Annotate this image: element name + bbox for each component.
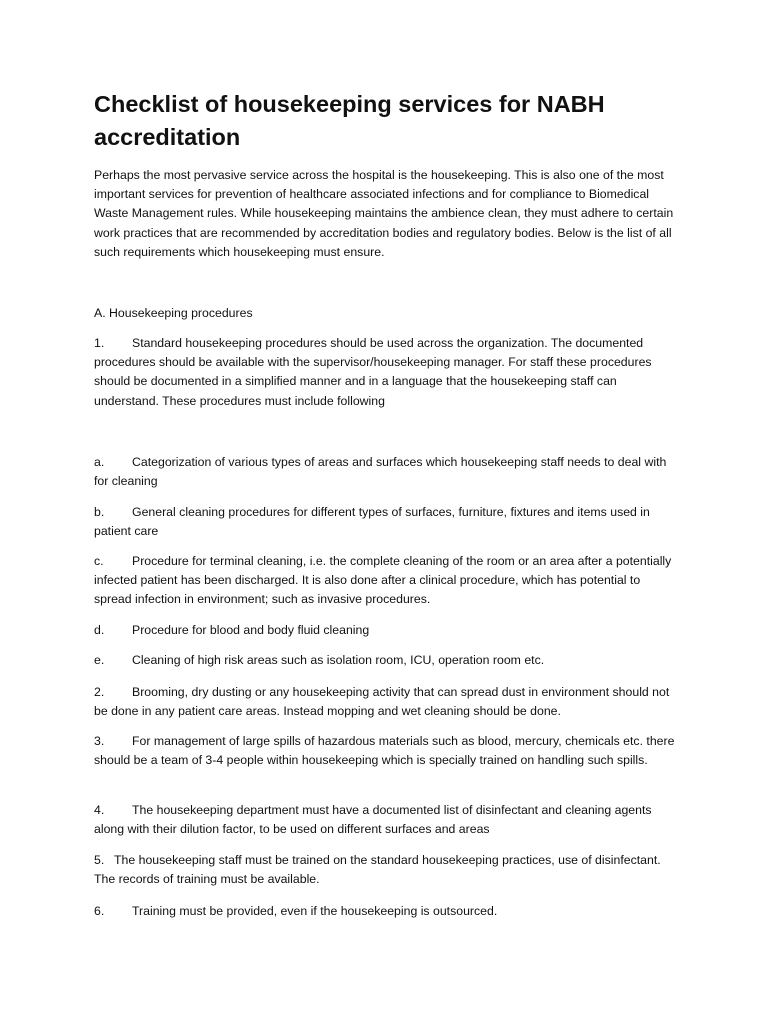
list-item-text: The housekeeping staff must be trained on the standard housekeeping practices, use of disinfectant. The records of training must be available. [94, 853, 661, 887]
list-marker: b. [94, 505, 105, 519]
list-item-text: Cleaning of high risk areas such as isolation room, ICU, operation room etc. [132, 653, 545, 667]
list-marker: 4. [94, 803, 105, 817]
list-item [94, 503, 679, 541]
list-marker: c. [94, 554, 104, 568]
list-item-text: General cleaning procedures for different types of surfaces, furniture, fixtures and items used in patient care [94, 505, 650, 539]
list-item [94, 801, 679, 839]
list-item [94, 552, 679, 610]
list-item [94, 732, 679, 770]
list-item-text: Procedure for blood and body fluid cleaning [132, 623, 370, 637]
list-item-text: Training must be provided, even if the housekeeping is outsourced. [132, 904, 498, 918]
list-item-text: Categorization of various types of areas and surfaces which housekeeping staff needs to deal with for cleaning [94, 455, 667, 489]
list-marker: 6. [94, 904, 105, 918]
list-marker: 5. [94, 853, 105, 867]
list-item [94, 334, 679, 411]
list-item-text: The housekeeping department must have a documented list of disinfectant and cleaning agents along with their dilution factor, to be used on different surfaces and areas [94, 803, 652, 837]
list-marker: 1. [94, 336, 105, 350]
list-item [94, 851, 679, 889]
list-item [94, 651, 679, 670]
list-item-text: Procedure for terminal cleaning, i.e. the complete cleaning of the room or an area after a potentially infected patient has been discharged. It is also done after a clinical procedure, which has potential to spread infection in environment; such as invasive procedures. [94, 554, 672, 607]
list-marker: a. [94, 455, 105, 469]
list-item [94, 621, 679, 640]
list-item [94, 902, 679, 921]
list-marker: e. [94, 653, 105, 667]
list-marker: 2. [94, 685, 105, 699]
list-item [94, 683, 679, 721]
document-title: Checklist of housekeeping services for NABH accreditation [94, 91, 605, 150]
list-item-text: Brooming, dry dusting or any housekeeping activity that can spread dust in environment should not be done in any patient care areas. Instead mopping and wet cleaning should be done. [94, 685, 670, 719]
list-marker: 3. [94, 734, 105, 748]
list-item-text: For management of large spills of hazardous materials such as blood, mercury, chemicals etc. there should be a team of 3-4 people within housekeeping which is specially trained on handling such spills. [94, 734, 675, 768]
intro-paragraph: Perhaps the most pervasive service across the hospital is the housekeeping. This is also one of the most important services for prevention of healthcare associated infections and for compliance to Biomedical Waste Management rules. While housekeeping maintains the ambience clean, they must adhere to certain work practices that are recommended by accreditation bodies and regulatory bodies. Below is the list of all such requirements which housekeeping must ensure. [94, 168, 674, 259]
list-item-text: Standard housekeeping procedures should be used across the organization. The documented procedures should be available with the supervisor/housekeeping manager. For staff these procedures should be documented in a simplified manner and in a language that the housekeeping staff can understand. These procedures must include following [94, 336, 652, 408]
list-marker: d. [94, 623, 105, 637]
list-item [94, 453, 679, 491]
section-a-heading: A. Housekeeping procedures [94, 306, 253, 320]
